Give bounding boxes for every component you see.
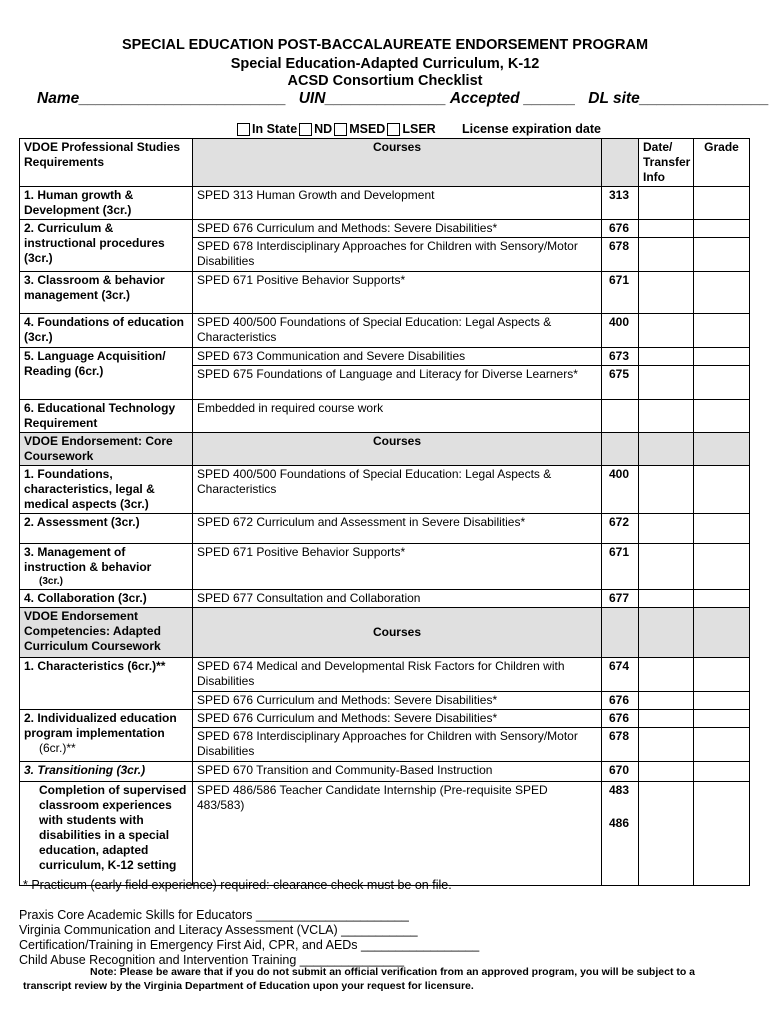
course-name: SPED 676 Curriculum and Methods: Severe Disabilities* [193,692,602,710]
cpr-field[interactable]: Certification/Training in Emergency First Aid, CPR, and AEDs _________________ [19,938,480,952]
requirement-label: 3. Management of instruction & behavior (3cr.) [20,544,193,590]
course-name: SPED 676 Curriculum and Methods: Severe Disabilities* [193,220,602,238]
date-cell[interactable] [639,692,694,710]
grade-cell[interactable] [694,187,750,220]
course-name: SPED 400/500 Foundations of Special Education: Legal Aspects & Characteristics [193,466,602,514]
uin-field[interactable]: UIN______________ [298,90,447,107]
requirement-label: 6. Educational Technology Requirement [20,400,193,433]
table-row [20,762,750,782]
checklist-title: ACSD Consortium Checklist [287,73,483,89]
course-number: 670 [602,762,639,782]
grade-cell[interactable] [694,782,750,886]
grade-cell[interactable] [694,238,750,272]
courses-header: Courses [193,608,602,658]
checkbox-icon[interactable] [387,123,400,136]
course-number: 671 [602,272,639,314]
course-number: 672 [602,514,639,544]
grade-cell[interactable] [694,590,750,608]
table-row [20,400,750,433]
grade-cell[interactable] [694,710,750,728]
date-cell[interactable] [639,314,694,348]
grade-cell[interactable] [694,728,750,762]
table-row [20,348,750,366]
requirement-label: 3. Transitioning (3cr.) [20,762,193,782]
document-subtitle: Special Education-Adapted Curriculum, K-12 [230,56,540,72]
grade-cell[interactable] [694,692,750,710]
status-option-nd[interactable]: ND [299,122,332,136]
course-name: SPED 673 Communication and Severe Disabilities [193,348,602,366]
checkbox-icon[interactable] [237,123,250,136]
course-number: 671 [602,544,639,590]
status-checkboxes [237,122,438,136]
date-cell[interactable] [639,762,694,782]
course-number: 674 [602,658,639,692]
license-expiration-label: License expiration date [462,122,601,136]
course-name: SPED 678 Interdisciplinary Approaches for Children with Sensory/Motor Disabilities [193,238,602,272]
grade-cell[interactable] [694,762,750,782]
date-cell[interactable] [639,238,694,272]
table-header-row [20,139,750,187]
course-number: 678 [602,238,639,272]
table-row [20,314,750,348]
course-number: 400 [602,466,639,514]
date-cell[interactable] [639,366,694,400]
table-row [20,466,750,514]
table-row [20,187,750,220]
course-number: 678 [602,728,639,762]
course-number: 677 [602,590,639,608]
requirement-label: 3. Classroom & behavior management (3cr.) [20,272,193,314]
checkbox-icon[interactable] [334,123,347,136]
grade-header: Grade [694,139,750,187]
grade-cell[interactable] [694,366,750,400]
requirement-label: 1. Human growth & Development (3cr.) [20,187,193,220]
practicum-note: * Practicum (early field experience) required: clearance check must be on file. [23,878,452,892]
date-cell[interactable] [639,187,694,220]
date-cell[interactable] [639,272,694,314]
name-field[interactable]: Name________________________ [37,90,287,107]
requirement-label: 4. Foundations of education (3cr.) [20,314,193,348]
course-number: 676 [602,692,639,710]
course-name: SPED 486/586 Teacher Candidate Internship (Pre-requisite SPED 483/583) [193,782,602,886]
date-cell[interactable] [639,658,694,692]
date-cell[interactable] [639,710,694,728]
date-cell[interactable] [639,728,694,762]
requirements-table [19,138,750,886]
grade-cell[interactable] [694,514,750,544]
requirement-label: 5. Language Acquisition/ Reading (6cr.) [20,348,193,400]
requirement-label: 2. Curriculum & instructional procedures (3cr.) [20,220,193,272]
date-cell[interactable] [639,400,694,433]
vcla-field[interactable]: Virginia Communication and Literacy Assessment (VCLA) ___________ [19,923,418,937]
course-name: SPED 313 Human Growth and Development [193,187,602,220]
requirement-label: 2. Assessment (3cr.) [20,514,193,544]
requirement-label: 4. Collaboration (3cr.) [20,590,193,608]
date-cell[interactable] [639,782,694,886]
course-number: 400 [602,314,639,348]
section-header-professional-studies: VDOE Professional Studies Requirements [20,139,193,187]
date-cell[interactable] [639,514,694,544]
date-cell[interactable] [639,220,694,238]
course-name: SPED 674 Medical and Developmental Risk Factors for Children with Disabilities [193,658,602,692]
date-cell[interactable] [639,544,694,590]
requirement-label: 2. Individualized education program implementation (6cr.)** [20,710,193,762]
status-option-msed[interactable]: MSED [334,122,385,136]
table-row [20,590,750,608]
date-cell[interactable] [639,348,694,366]
course-number: 673 [602,348,639,366]
table-header-row [20,608,750,658]
section-header-adapted-curriculum: VDOE Endorsement Competencies: Adapted Curriculum Coursework [20,608,193,658]
course-number: 483 486 [602,782,639,886]
course-name: SPED 670 Transition and Community-Based Instruction [193,762,602,782]
course-number: 676 [602,710,639,728]
child-abuse-field[interactable]: Child Abuse Recognition and Intervention Training _______________ [19,953,405,967]
table-header-row [20,433,750,466]
grade-cell[interactable] [694,466,750,514]
grade-cell[interactable] [694,400,750,433]
dl-site-field[interactable]: DL site_______________ [588,90,769,107]
course-name: SPED 678 Interdisciplinary Approaches for Children with Sensory/Motor Disabilities [193,728,602,762]
table-row [20,544,750,590]
grade-cell[interactable] [694,220,750,238]
course-name: SPED 671 Positive Behavior Supports* [193,272,602,314]
date-transfer-header: Date/ Transfer Info [639,139,694,187]
course-name: SPED 671 Positive Behavior Supports* [193,544,602,590]
table-row [20,220,750,238]
course-name: SPED 677 Consultation and Collaboration [193,590,602,608]
course-number: 313 [602,187,639,220]
course-number: 676 [602,220,639,238]
course-number: 675 [602,366,639,400]
accepted-field[interactable]: Accepted ______ [449,90,576,107]
section-header-core-coursework: VDOE Endorsement: Core Coursework [20,433,193,466]
checkbox-icon[interactable] [299,123,312,136]
identity-fields [37,90,769,108]
course-name: Embedded in required course work [193,400,602,433]
credit-label: (3cr.) [39,576,63,587]
status-option-lser[interactable]: LSER [387,122,435,136]
grade-cell[interactable] [694,658,750,692]
course-name: SPED 672 Curriculum and Assessment in Severe Disabilities* [193,514,602,544]
courses-header: Courses [193,139,602,187]
requirement-label: 1. Foundations, characteristics, legal & medical aspects (3cr.) [20,466,193,514]
date-cell[interactable] [639,590,694,608]
grade-cell[interactable] [694,314,750,348]
table-row [20,514,750,544]
credit-label: (6cr.)** [39,741,76,755]
table-row [20,710,750,728]
table-row [20,658,750,692]
table-row [20,782,750,886]
requirement-label: Completion of supervised classroom experiences with students with disabilities in a special education, adapted curriculum, K-12 setting [20,782,193,886]
course-name: SPED 675 Foundations of Language and Literacy for Diverse Learners* [193,366,602,400]
requirement-label: 1. Characteristics (6cr.)** [20,658,193,710]
licensure-note-line2: transcript review by the Virginia Department of Education upon your request for licensure. [23,980,474,992]
table-row [20,272,750,314]
status-option-in-state[interactable]: In State [237,122,297,136]
grade-cell[interactable] [694,272,750,314]
grade-cell[interactable] [694,348,750,366]
courses-header: Courses [193,433,602,466]
document-title: SPECIAL EDUCATION POST-BACCALAUREATE ENDORSEMENT PROGRAM [121,37,649,53]
course-name: SPED 400/500 Foundations of Special Education: Legal Aspects & Characteristics [193,314,602,348]
course-name: SPED 676 Curriculum and Methods: Severe Disabilities* [193,710,602,728]
praxis-field[interactable]: Praxis Core Academic Skills for Educators ______________________ [19,908,409,922]
grade-cell[interactable] [694,544,750,590]
date-cell[interactable] [639,466,694,514]
licensure-note-line1: Note: Please be aware that if you do not submit an official verification from an approved program, you will be subject to a [90,966,696,978]
